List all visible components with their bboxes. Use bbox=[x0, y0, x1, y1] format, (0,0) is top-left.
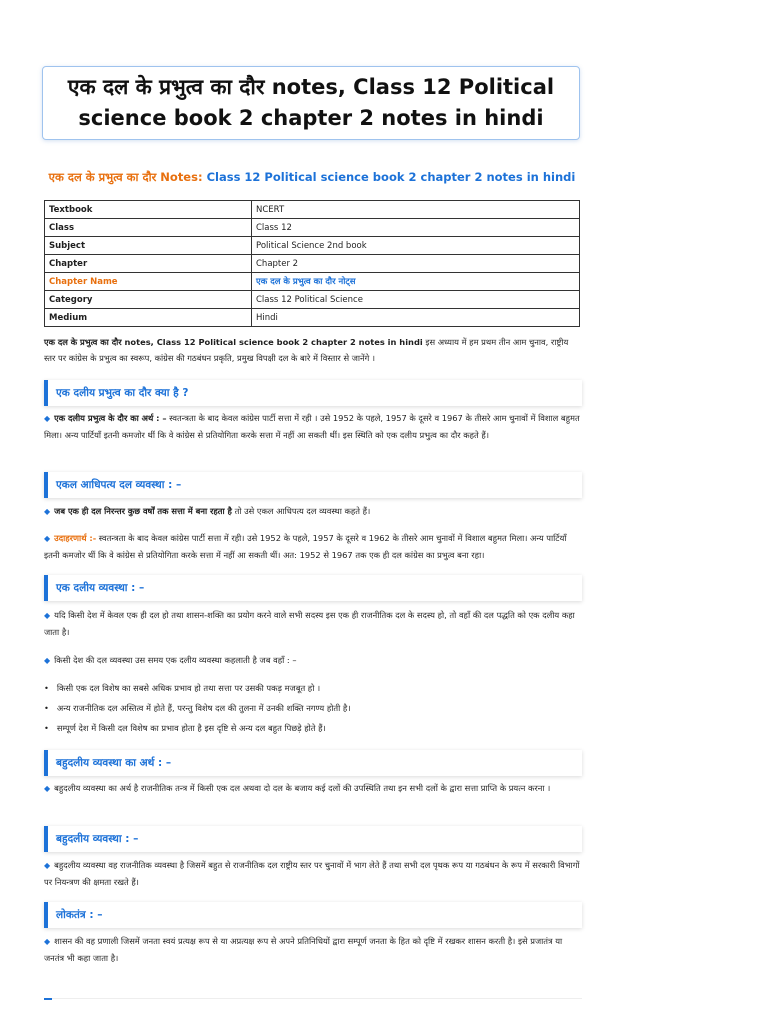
diamond-bullet-icon: ◆ bbox=[44, 937, 51, 946]
section-heading bbox=[44, 575, 582, 601]
table-value: Class 12 bbox=[252, 219, 580, 237]
paragraph-text: बहुदलीय व्यवस्था वह राजनीतिक व्यवस्था है जिसमें बहुत से राजनीतिक दल राष्ट्रीय स्तर पर चुनावों में भाग लेते हैं तथा सभी दल पृथक रूप या गठबंधन के रूप में सरकारी विभागों पर नियन्त्रण की क्षमता रखते हैं। bbox=[44, 860, 580, 887]
table-key: Chapter Name bbox=[45, 273, 252, 291]
section-heading bbox=[44, 472, 582, 498]
section-paragraph bbox=[44, 607, 580, 640]
paragraph-text: स्वतन्त्रता के बाद केवल कांग्रेस पार्टी सत्ता में रही । उसे 1952 के पहले, 1957 के दूसरे व 1967 के तीसरे आम चुनावों में विशाल बहुमत मिला। अन्य पार्टियाँ इतनी कमजोर थीं कि वे कांग्रेस से प्रतियोगिता करके सत्ता में नहीं आ सकती थीं। इस स्थिति को एक दलीय प्रभुत्व का दौर कहते हैं। bbox=[44, 413, 580, 440]
paragraph-text: स्वतन्त्रता के बाद केवल कांग्रेस पार्टी सत्ता में रही। उसे 1952 के पहले, 1957 के दूसरे व 1962 के तीसरे आम चुनावों में विशाल बहुमत मिला। अन्य पार्टियाँ इतनी कमजोर थीं कि वे कांग्रेस से प्रतियोगिता करके सत्ता में नहीं आ सकती थीं। अत: 1952 से 1967 तक एक ही दल कांग्रेस का प्रभुत्व बना रहा। bbox=[44, 533, 567, 560]
table-value: Hindi bbox=[252, 309, 580, 327]
paragraph-text: शासन की वह प्रणाली जिसमें जनता स्वयं प्रत्यक्ष रूप से या अप्रत्यक्ष रूप से अपने प्रतिनिधियों द्वारा सम्पूर्ण जनता के हित को दृष्टि में रखकर शासन करती है। इसे प्रजातंत्र या जनतंत्र भी कहा जाता है। bbox=[44, 936, 563, 963]
paragraph-text: बहुदलीय व्यवस्था का अर्थ है राजनीतिक तन्त्र में किसी एक दल अथवा दो दल के बजाय कई दलों की उपस्थिति तथा इन सभी दलों के द्वारा सत्ता प्राप्ति के प्रयत्न करना । bbox=[54, 783, 551, 793]
paragraph-text: किसी देश की दल व्यवस्था उस समय एक दलीय व्यवस्था कहलाती है जब वहाँ : – bbox=[54, 655, 297, 665]
diamond-bullet-icon: ◆ bbox=[44, 507, 51, 516]
table-key: Textbook bbox=[45, 201, 252, 219]
info-table bbox=[44, 200, 580, 327]
section-heading-text: एक दलीय व्यवस्था : – bbox=[56, 582, 145, 594]
section-paragraph bbox=[44, 530, 580, 563]
section-heading-text: बहुदलीय व्यवस्था : – bbox=[56, 833, 139, 845]
table-row bbox=[45, 255, 580, 273]
paragraph-bold: एक दलीय प्रभुत्व के दौर का अर्थ : – bbox=[54, 413, 167, 423]
table-row bbox=[45, 309, 580, 327]
table-value: NCERT bbox=[252, 201, 580, 219]
section-heading bbox=[44, 902, 582, 928]
example-label: उदाहरणार्थ :- bbox=[54, 533, 97, 543]
section-paragraph bbox=[44, 503, 580, 520]
title-line-2: science book 2 chapter 2 notes in hindi bbox=[78, 106, 544, 130]
list-item: • सम्पूर्ण देश में किसी दल विशेष का प्रभाव होता है इस दृष्टि से अन्य दल बहुत पिछड़े होते हैं। bbox=[44, 718, 580, 738]
point-list bbox=[44, 678, 580, 738]
table-row bbox=[45, 273, 580, 291]
section-heading bbox=[44, 750, 582, 776]
table-row bbox=[45, 219, 580, 237]
section-paragraph bbox=[44, 933, 580, 966]
diamond-bullet-icon: ◆ bbox=[44, 656, 51, 665]
diamond-bullet-icon: ◆ bbox=[44, 611, 51, 620]
section-accent bbox=[44, 998, 52, 1000]
intro-paragraph bbox=[44, 334, 580, 366]
subtitle-hindi: एक दल के प्रभुत्व का दौर Notes: bbox=[48, 170, 203, 184]
table-key: Category bbox=[45, 291, 252, 309]
diamond-bullet-icon: ◆ bbox=[44, 861, 51, 870]
section-heading-text: एकल आधिपत्य दल व्यवस्था : – bbox=[56, 479, 182, 491]
table-key: Medium bbox=[45, 309, 252, 327]
divider bbox=[44, 998, 582, 999]
intro-text: इस अध्याय में हम प्रथम तीन आम चुनाव, राष्ट्रीय स्तर पर कांग्रेस के प्रभुत्व का स्वरूप, कांग्रेस की गठबंधन प्रकृति, प्रमुख विपक्षी दल के बारे में विस्तार से जानेंगे । bbox=[44, 337, 569, 363]
section-heading-text: एक दलीय प्रभुत्व का दौर क्या है ? bbox=[56, 387, 189, 399]
diamond-bullet-icon: ◆ bbox=[44, 784, 51, 793]
table-key: Subject bbox=[45, 237, 252, 255]
chapter-name-link[interactable]: एक दल के प्रभुत्व का दौर नोट्स bbox=[252, 273, 580, 291]
table-row bbox=[45, 237, 580, 255]
table-row bbox=[45, 291, 580, 309]
paragraph-text: तो उसे एकल आधिपत्य दल व्यवस्था कहते हैं। bbox=[231, 506, 371, 516]
section-paragraph bbox=[44, 780, 580, 797]
title-line-1: एक दल के प्रभुत्व का दौर notes, Class 12 Political bbox=[67, 75, 555, 99]
table-value: Class 12 Political Science bbox=[252, 291, 580, 309]
section-heading-text: बहुदलीय व्यवस्था का अर्थ : – bbox=[56, 757, 172, 769]
section-heading bbox=[44, 380, 582, 406]
section-heading bbox=[44, 826, 582, 852]
subtitle-english: Class 12 Political science book 2 chapter 2 notes in hindi bbox=[206, 170, 576, 184]
paragraph-text: यदि किसी देश में केवल एक ही दल हो तथा शासन-शक्ति का प्रयोग करने वाले सभी सदस्य इस एक ही राजनीतिक दल के सदस्य हो, तो वहाँ की दल पद्धति को एक दलीय कहा जाता है। bbox=[44, 610, 575, 637]
paragraph-bold: जब एक ही दल निरन्तर कुछ वर्षों तक सत्ता में बना रहता है bbox=[54, 506, 232, 516]
table-key: Chapter bbox=[45, 255, 252, 273]
diamond-bullet-icon: ◆ bbox=[44, 414, 51, 423]
table-value: Political Science 2nd book bbox=[252, 237, 580, 255]
section-paragraph bbox=[44, 652, 580, 669]
title-card bbox=[42, 66, 580, 140]
section-paragraph bbox=[44, 857, 580, 890]
intro-bold: एक दल के प्रभुत्व का दौर notes, Class 12 Political science book 2 chapter 2 notes in hindi bbox=[44, 337, 423, 347]
section-heading-text: लोकतंत्र : – bbox=[56, 909, 103, 921]
table-row bbox=[45, 201, 580, 219]
section-paragraph bbox=[44, 410, 580, 443]
table-value: Chapter 2 bbox=[252, 255, 580, 273]
diamond-bullet-icon: ◆ bbox=[44, 534, 51, 543]
list-item: • अन्य राजनीतिक दल अस्तित्व में होते हैं, परन्तु विशेष दल की तुलना में उनकी शक्ति नगण्य होती है। bbox=[44, 698, 580, 718]
page-title bbox=[68, 72, 554, 134]
table-key: Class bbox=[45, 219, 252, 237]
subtitle bbox=[42, 170, 582, 185]
list-item: • किसी एक दल विशेष का सबसे अधिक प्रभाव हो तथा सत्ता पर उसकी पकड़ मजबूत हो । bbox=[44, 678, 580, 698]
